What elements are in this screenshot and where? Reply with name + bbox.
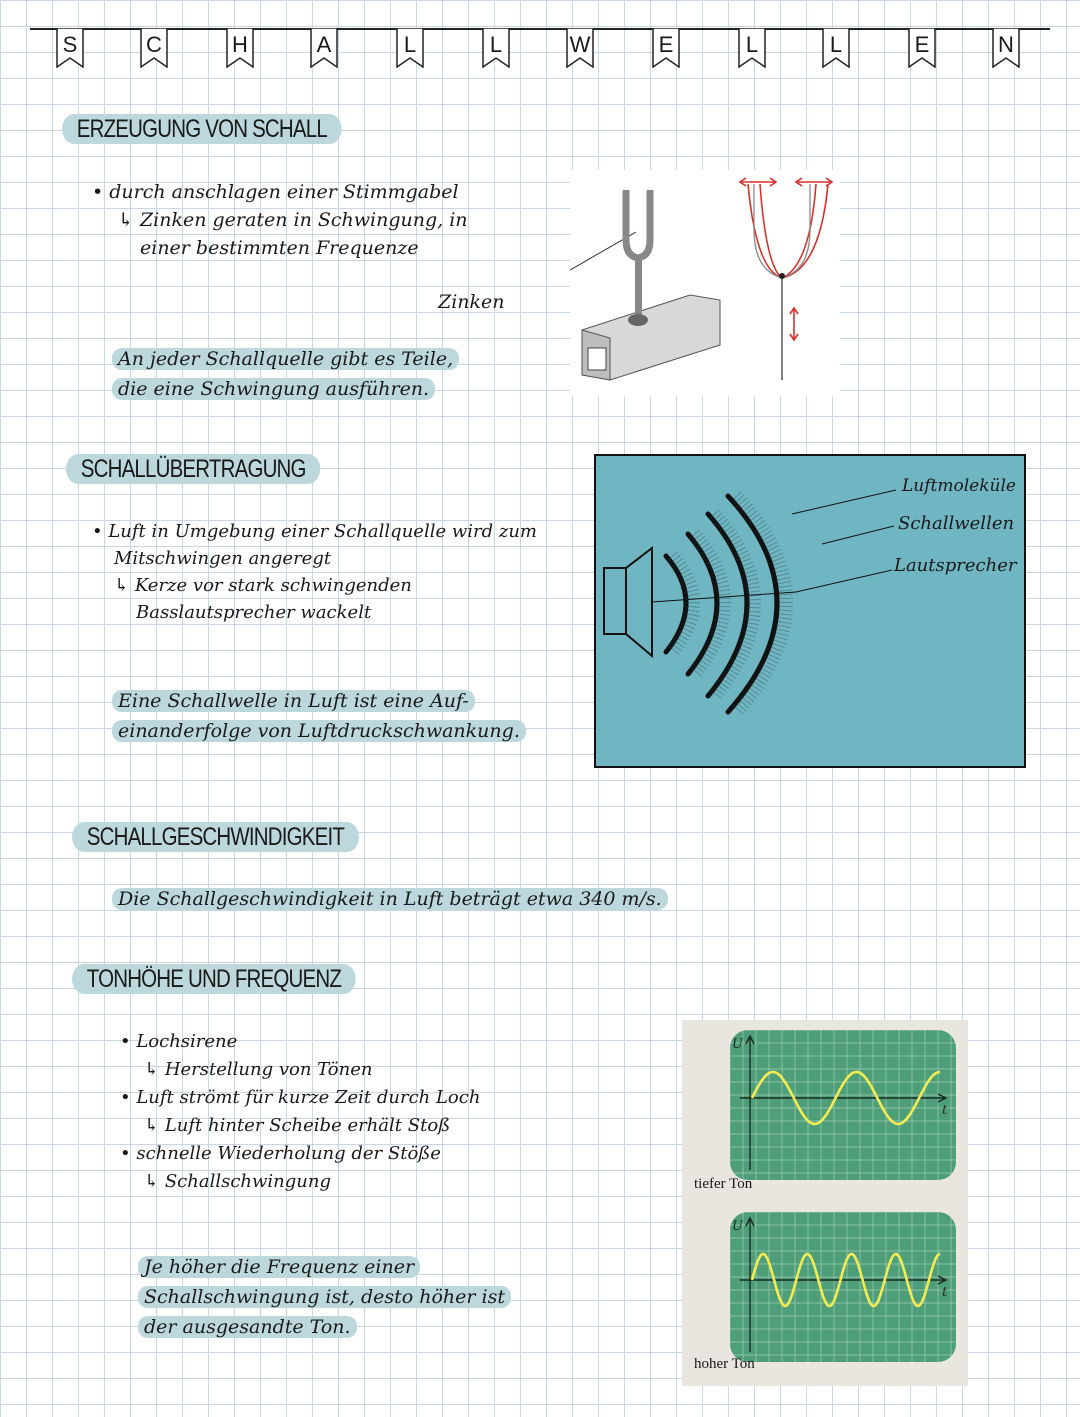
banner-string <box>30 28 1050 30</box>
section2-summary-line1: Eine Schallwelle in Luft ist eine Auf- <box>112 690 475 712</box>
heading-tonhoehe: TONHÖHE UND FREQUENZ <box>72 964 356 994</box>
arrow-icon: ↳ <box>144 1171 160 1192</box>
banner-pennant <box>738 28 766 68</box>
banner-pennant <box>822 28 850 68</box>
section4-summary-line2: Schallschwingung ist, desto höher ist <box>138 1286 511 1308</box>
banner-letter: L <box>403 32 417 57</box>
section4-notes <box>120 1028 640 1196</box>
banner-letter: W <box>569 32 591 57</box>
banner-letter: L <box>745 32 759 57</box>
section1-summary <box>112 344 552 404</box>
section2-bullet-line2: Mitschwingen angeregt <box>114 548 332 569</box>
label-schallwellen: Schallwellen <box>898 513 1015 534</box>
banner-letter: E <box>658 32 674 57</box>
banner-letter: H <box>232 32 248 57</box>
banner-letter: L <box>829 32 843 57</box>
section4-item3: schnelle Wiederholung der Stöße <box>136 1143 441 1164</box>
scope-screen-high <box>730 1212 956 1362</box>
banner-letter: N <box>998 32 1014 57</box>
wavefront-halos <box>672 496 786 712</box>
section3-summary-text: Die Schallgeschwindigkeit in Luft beträgt etwa 340 m/s. <box>112 888 668 910</box>
tuning-fork-figure <box>570 170 840 396</box>
section4-item2: Luft strömt für kurze Zeit durch Loch <box>136 1087 481 1108</box>
sound-wave-diagram <box>594 454 1026 768</box>
banner-letter: S <box>62 32 78 57</box>
axis-label-u: U <box>732 1037 743 1052</box>
banner-letter: L <box>489 32 503 57</box>
section3-summary <box>112 884 752 914</box>
vibrating-fork-diagram <box>740 178 832 380</box>
banner-letter: A <box>316 32 332 57</box>
heading-geschwindigkeit: SCHALLGESCHWINDIGKEIT <box>72 822 359 852</box>
section1-notes <box>92 178 562 262</box>
banner-pennant <box>652 28 680 68</box>
section4-item2-sub: Luft hinter Scheibe erhält Stoß <box>164 1115 451 1136</box>
section1-summary-line2: die eine Schwingung ausführen. <box>112 378 435 400</box>
section1-arrow-line1: Zinken geraten in Schwingung, in <box>139 209 468 231</box>
loudspeaker <box>604 548 652 656</box>
label-lautsprecher: Lautsprecher <box>894 555 1017 576</box>
section2-arrow-line2: Basslautsprecher wackelt <box>136 602 372 623</box>
oscilloscope-figure <box>682 1020 968 1386</box>
banner-pennant <box>908 28 936 68</box>
scope-screen-low <box>730 1030 956 1180</box>
bullet-icon: • <box>120 1031 137 1052</box>
waves-pointer-line <box>822 526 894 544</box>
banner-pennant <box>226 28 254 68</box>
section2-summary-line2: einanderfolge von Luftdruckschwankung. <box>112 720 526 742</box>
banner-pennant <box>566 28 594 68</box>
section4-summary <box>138 1252 568 1342</box>
banner-pennant <box>310 28 338 68</box>
section1-bullet: durch anschlagen einer Stimmgabel <box>109 181 459 203</box>
bullet-icon: • <box>120 1087 137 1108</box>
arrow-icon: ↳ <box>118 209 134 231</box>
section2-arrow-line1: Kerze vor stark schwingenden <box>134 575 412 596</box>
axis-label-u: U <box>732 1219 743 1234</box>
banner-pennant <box>56 28 84 68</box>
heading-uebertragung: SCHALLÜBERTRAGUNG <box>66 454 320 484</box>
label-luftmolekuele: Luftmoleküle <box>902 476 1016 496</box>
section4-item1-sub: Herstellung von Tönen <box>164 1059 373 1080</box>
caption-hoher-ton: hoher Ton <box>694 1356 755 1372</box>
section4-summary-line1: Je höher die Frequenz einer <box>138 1256 420 1278</box>
banner-pennant <box>140 28 168 68</box>
wood-block <box>582 295 720 380</box>
axis-label-t: t <box>942 1285 948 1300</box>
axis-label-t: t <box>942 1103 948 1118</box>
speaker-label-line <box>796 570 892 592</box>
section1-arrow-line2: einer bestimmten Frequenze <box>140 237 419 259</box>
heading-erzeugung: ERZEUGUNG VON SCHALL <box>62 114 342 144</box>
banner-pennant <box>482 28 510 68</box>
section2-bullet-line1: Luft in Umgebung einer Schallquelle wird zum <box>108 521 537 542</box>
fig-label-zinken: Zinken <box>438 291 505 313</box>
tuning-fork <box>626 190 650 326</box>
section4-item1: Lochsirene <box>136 1031 238 1052</box>
section1-summary-line1: An jeder Schallquelle gibt es Teile, <box>112 348 459 370</box>
banner-letter: C <box>146 32 162 57</box>
banner-letter: E <box>914 32 930 57</box>
bullet-icon: • <box>92 181 110 203</box>
banner-pennant <box>396 28 424 68</box>
arrow-icon: ↳ <box>144 1115 160 1136</box>
bullet-icon: • <box>92 521 109 542</box>
arrow-icon: ↳ <box>114 575 130 596</box>
arrow-icon: ↳ <box>144 1059 160 1080</box>
caption-tiefer-ton: tiefer Ton <box>694 1176 753 1192</box>
molecules-pointer-line <box>792 490 896 514</box>
section2-summary <box>112 686 582 746</box>
section4-item3-sub: Schallschwingung <box>164 1171 331 1192</box>
section4-summary-line3: der ausgesandte Ton. <box>138 1316 357 1338</box>
bullet-icon: • <box>120 1143 137 1164</box>
section2-notes <box>92 518 592 626</box>
banner-pennant <box>992 28 1020 68</box>
